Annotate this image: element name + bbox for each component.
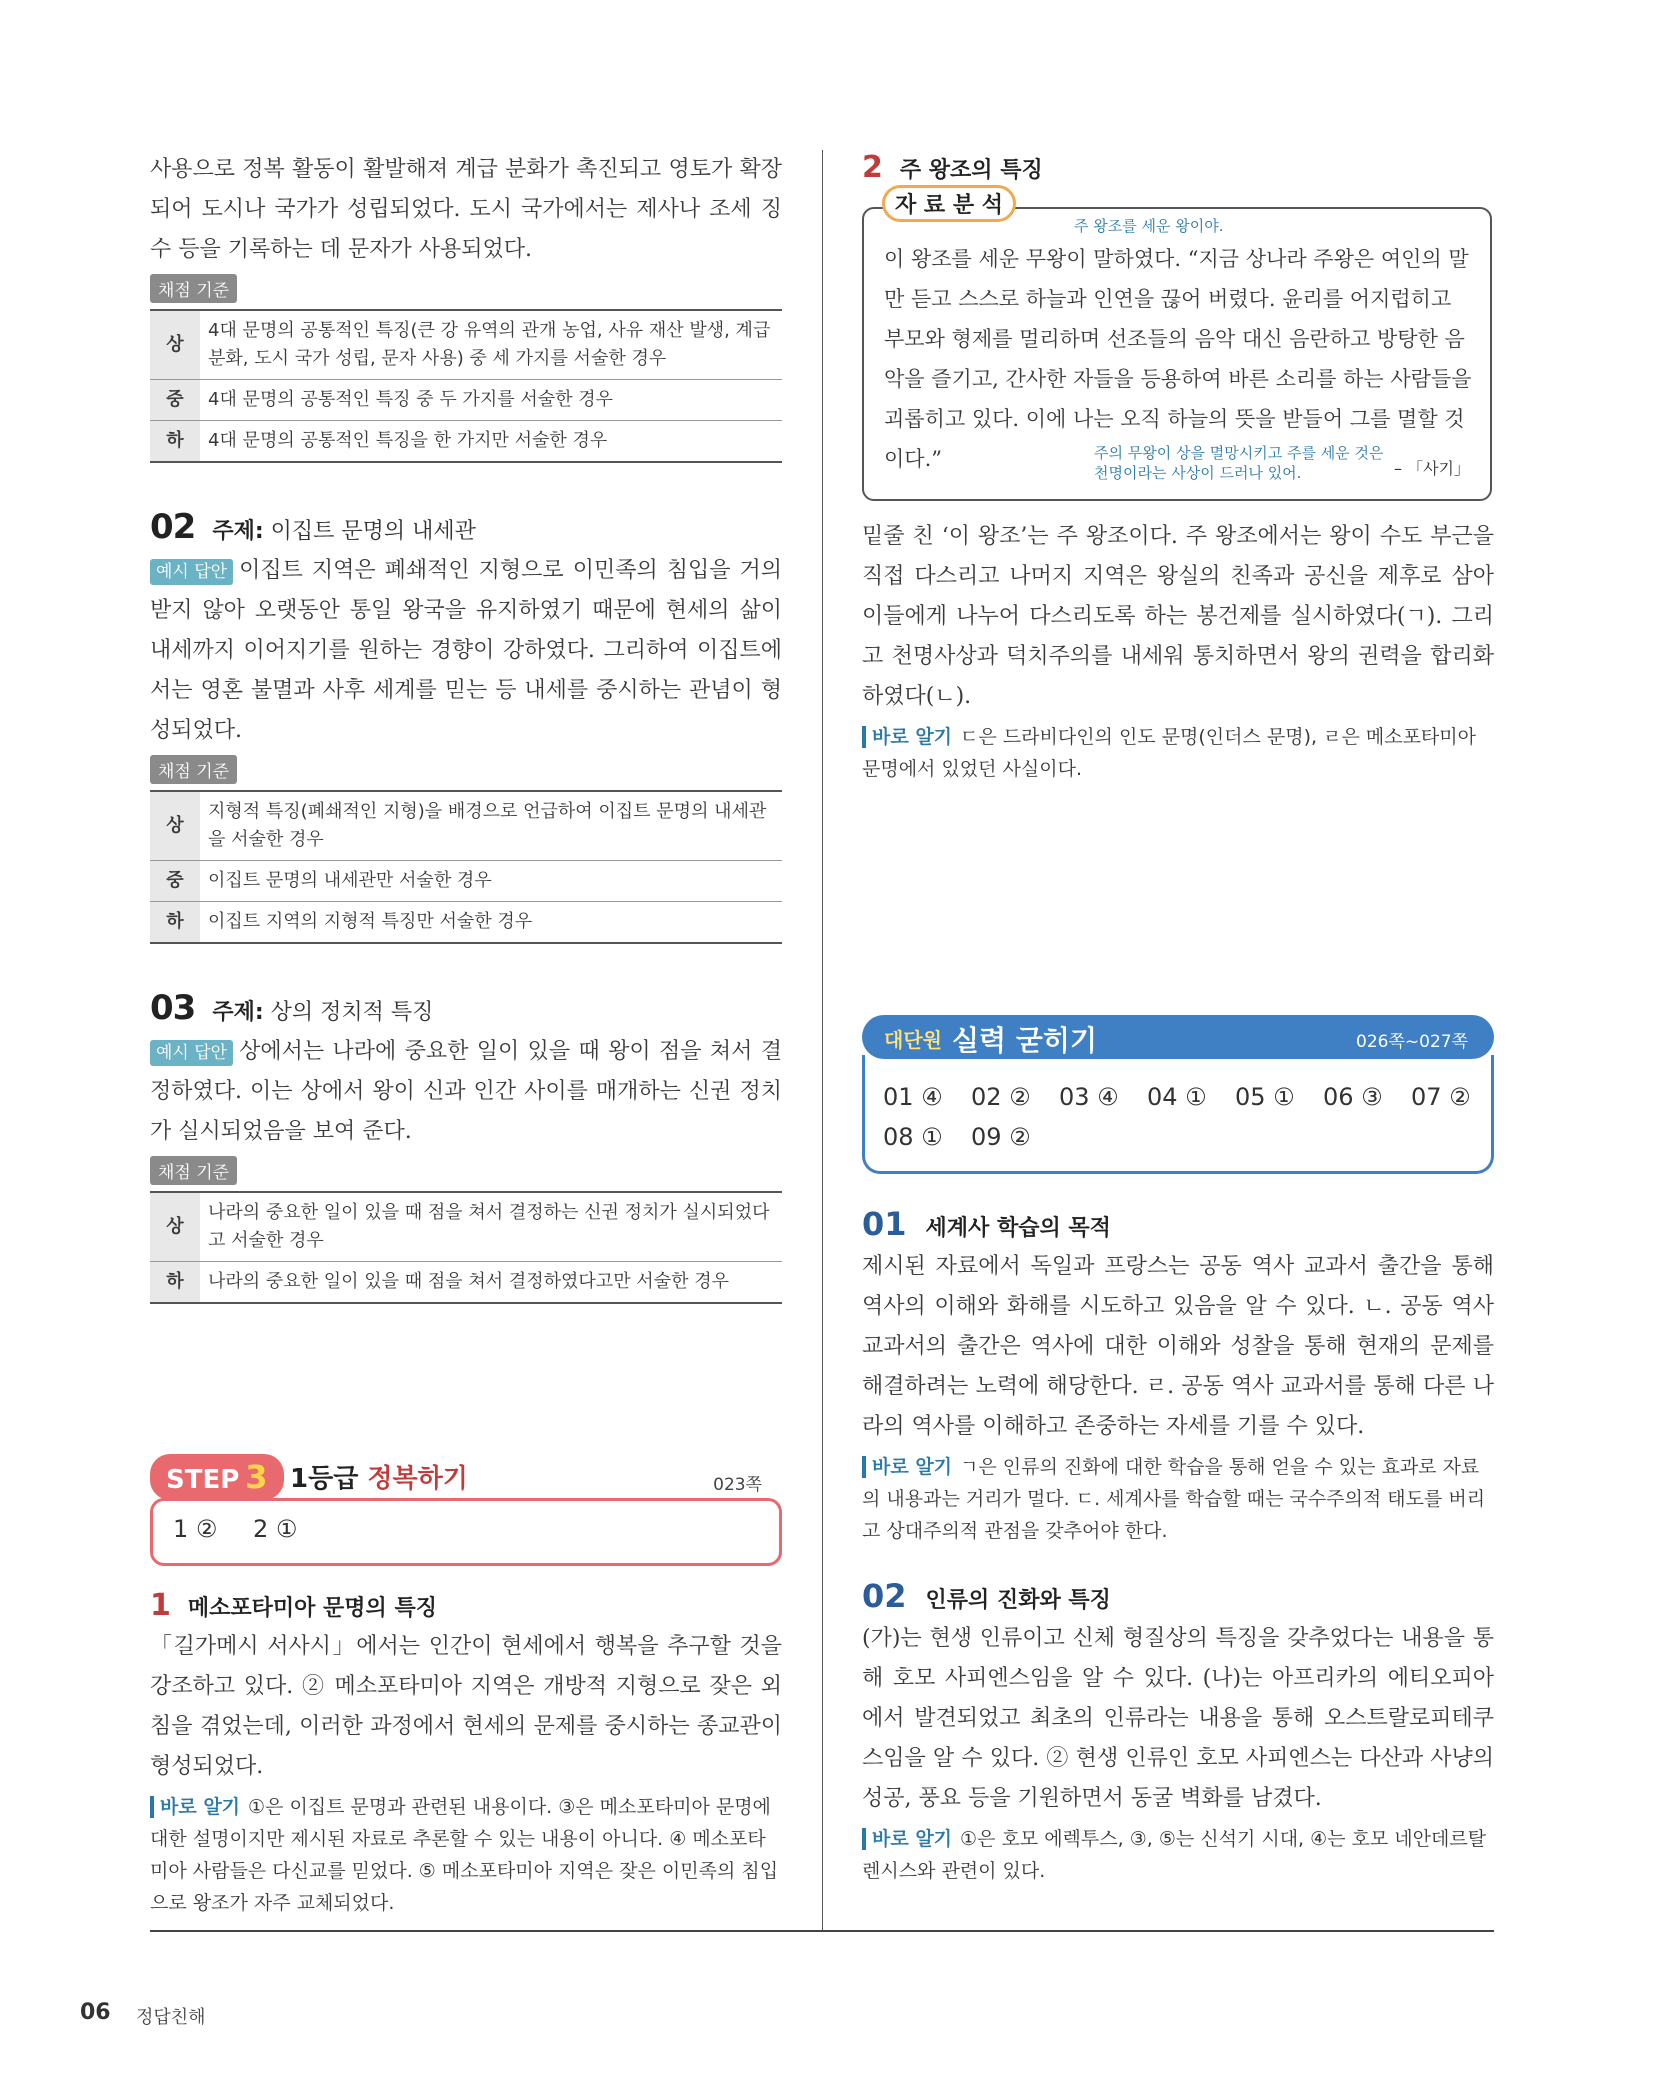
question-number: 02 — [150, 507, 196, 547]
step-number: 3 — [245, 1458, 268, 1496]
book-section-title: 정답친해 — [136, 2007, 206, 2028]
question-number: 2 — [862, 150, 883, 185]
criteria-level: 중 — [150, 861, 200, 902]
step-page-ref: 023쪽 — [713, 1475, 762, 1495]
criteria-table-1 — [150, 309, 782, 463]
correct-text: ①은 이집트 문명과 관련된 내용이다. ③은 메소포타미아 문명에 대한 설명이지만 제시된 자료로 추론할 수 있는 내용이 아니다. ④ 메소포타미아 사람들은 다신교를 믿었다. ⑤ 메소포타미아 지역은 잦은 이민족의 침입으로 왕조가 자주 교체되었다. — [150, 1796, 779, 1914]
criteria-text: 나라의 중요한 일이 있을 때 점을 쳐서 결정하는 신권 정치가 실시되었다고 서술한 경우 — [200, 1192, 782, 1262]
unit-answer: 04 ① — [1147, 1083, 1207, 1111]
unit-answers — [862, 1055, 1494, 1174]
question-topic: 이집트 문명의 내세관 — [270, 519, 476, 544]
criteria-text: 이집트 문명의 내세관만 서술한 경우 — [200, 861, 782, 902]
unit-answer: 09 ② — [971, 1123, 1031, 1151]
criteria-table-2 — [150, 790, 782, 944]
criteria-level: 하 — [150, 421, 200, 463]
question-title: 세계사 학습의 목적 — [925, 1216, 1111, 1241]
question-title: 메소포타미아 문명의 특징 — [187, 1596, 437, 1621]
source-analysis-box — [862, 193, 1492, 501]
correct-tag: 바로 알기 — [862, 1828, 952, 1850]
unit-tag: 대단원 — [884, 1028, 942, 1052]
unit-answer: 01 ④ — [883, 1083, 943, 1111]
correct-text: ①은 호모 에렉투스, ③, ⑤는 신석기 시대, ④는 호모 네안데르탈렌시스와 관련이 있다. — [862, 1828, 1487, 1882]
criteria-row — [150, 791, 782, 861]
question-topic: 상의 정치적 특징 — [270, 1000, 434, 1025]
question-number: 1 — [150, 1588, 171, 1623]
source-text: 이 왕조를 세운 무왕이 말하였다. “지금 상나라 주왕은 여인의 말만 듣고 스스로 하늘과 인연을 끊어 버렸다. 윤리를 어지럽히고 부모와 형제를 멀리하며 선조들의 음악 대신 음란하고 방탕한 음악을 즐기고, 간사한 자들을 등용하여 바른 소리를 하는 사람들을 괴롭히고 있다. 이에 나는 오직 하늘의 뜻을 받들어 그를 멸할 것이다.” — [884, 247, 1472, 471]
correct-tag: 바로 알기 — [862, 726, 952, 748]
question-number: 01 — [862, 1205, 907, 1243]
step3-answer-box — [150, 1454, 782, 1564]
correct-tag: 바로 알기 — [150, 1796, 240, 1818]
topic-label: 주제: — [212, 1000, 264, 1025]
left-column — [150, 150, 782, 1919]
topic-label: 주제: — [212, 519, 264, 544]
correct-note — [150, 1791, 782, 1919]
question-03-header — [150, 988, 782, 1028]
criteria-tag: 채점 기준 — [150, 274, 237, 303]
criteria-text: 4대 문명의 공통적인 특징을 한 가지만 서술한 경우 — [200, 421, 782, 463]
correct-tag: 바로 알기 — [862, 1456, 952, 1478]
correct-note — [862, 1823, 1494, 1887]
criteria-row — [150, 310, 782, 380]
answer-text: 상에서는 나라에 중요한 일이 있을 때 왕이 점을 쳐서 결정하였다. 이는 상에서 왕이 신과 인간 사이를 매개하는 신권 정치가 실시되었음을 보여 준다. — [150, 1039, 782, 1144]
answer-text: 이집트 지역은 폐쇄적인 지형으로 이민족의 침입을 거의 받지 않아 오랫동안 통일 왕국을 유지하였기 때문에 현세의 삶이 내세까지 이어지기를 원하는 경향이 강하였다. 그리하여 이집트에서는 영혼 불멸과 사후 세계를 믿는 등 내세를 중시하는 관념이 형성되었다. — [150, 558, 782, 743]
answer-tag: 예시 답안 — [150, 1040, 233, 1066]
question-number: 03 — [150, 988, 196, 1028]
unit-answer: 06 ③ — [1323, 1083, 1383, 1111]
step-q2-explanation: 밑줄 친 ‘이 왕조’는 주 왕조이다. 주 왕조에서는 왕이 수도 부근을 직접 다스리고 나머지 지역은 왕실의 친족과 공신을 제후로 삼아 이들에게 나누어 다스리도록 하는 봉건제를 실시하였다(ㄱ). 그리고 천명사상과 덕치주의를 내세워 통치하면서 왕의 권력을 합리화하였다(ㄴ). — [862, 524, 1494, 709]
question-02-header — [150, 507, 782, 547]
step-answers — [150, 1498, 782, 1566]
criteria-text: 4대 문명의 공통적인 특징 중 두 가지를 서술한 경우 — [200, 380, 782, 421]
question-title: 인류의 진화와 특징 — [925, 1588, 1111, 1613]
criteria-row — [150, 1192, 782, 1262]
column-divider — [822, 150, 823, 1930]
step-title-a: 1등급 — [290, 1464, 359, 1494]
criteria-text: 나라의 중요한 일이 있을 때 점을 쳐서 결정하였다고만 서술한 경우 — [200, 1262, 782, 1304]
unit-review-answer-box — [862, 1015, 1494, 1175]
criteria-text: 지형적 특징(폐쇄적인 지형)을 배경으로 언급하여 이집트 문명의 내세관을 서술한 경우 — [200, 791, 782, 861]
criteria-level: 상 — [150, 310, 200, 380]
unit-answer: 03 ④ — [1059, 1083, 1119, 1111]
criteria-level: 중 — [150, 380, 200, 421]
unit-q02-explanation: (가)는 현생 인류이고 신체 형질상의 특징을 갖추었다는 내용을 통해 호모 사피엔스임을 알 수 있다. (나)는 아프리카의 에티오피아에서 발견되었고 최초의 인류라는 내용을 통해 오스트랄로피테쿠스임을 알 수 있다. ② 현생 인류인 호모 사피엔스는 다산과 사냥의 성공, 풍요 등을 기원하면서 동굴 벽화를 남겼다. — [862, 1626, 1494, 1811]
example-answer — [150, 551, 782, 751]
criteria-row — [150, 1262, 782, 1304]
question-number: 02 — [862, 1577, 907, 1615]
criteria-row — [150, 421, 782, 463]
correct-note — [862, 721, 1494, 785]
criteria-row — [150, 380, 782, 421]
footer-rule — [150, 1930, 1494, 1932]
unit-title: 실력 굳히기 — [952, 1024, 1097, 1057]
annotation-top: 주 왕조를 세운 왕이야. — [1074, 217, 1224, 235]
source-analysis-label: 자 료 분 석 — [882, 185, 1016, 222]
example-answer — [150, 1032, 782, 1152]
step-answer: 2 ① — [253, 1515, 298, 1543]
annotation-bottom: 주의 무왕이 상을 멸망시키고 주를 세운 것은 천명이라는 사상이 드러나 있어. — [1094, 444, 1384, 482]
step-q1-header — [150, 1588, 782, 1623]
step-answer: 1 ② — [173, 1515, 218, 1543]
criteria-level: 하 — [150, 1262, 200, 1304]
unit-answer: 02 ② — [971, 1083, 1031, 1111]
unit-q01-explanation: 제시된 자료에서 독일과 프랑스는 공동 역사 교과서 출간을 통해 역사의 이해와 화해를 시도하고 있음을 알 수 있다. ㄴ. 공동 역사 교과서의 출간은 역사에 대한 이해와 성찰을 통해 현재의 문제를 해결하려는 노력에 해당한다. ㄹ. 공동 역사 교과서를 통해 다른 나라의 역사를 이해하고 존중하는 자세를 기를 수 있다. — [862, 1254, 1494, 1439]
unit-q01-header — [862, 1205, 1494, 1243]
step-label: STEP — [166, 1465, 240, 1495]
intro-text: 사용으로 정복 활동이 활발해져 계급 분화가 촉진되고 영토가 확장되어 도시나 국가가 성립되었다. 도시 국가에서는 제사나 조세 징수 등을 기록하는 데 문자가 사용되었다. — [150, 157, 782, 262]
criteria-tag: 채점 기준 — [150, 755, 237, 784]
correct-note — [862, 1451, 1494, 1547]
source-citation: – 「사기」 — [1394, 459, 1470, 478]
correct-text: ㄷ은 드라비다인의 인도 문명(인더스 문명), ㄹ은 메소포타미아 문명에서 있었던 사실이다. — [862, 726, 1476, 780]
unit-review-header — [862, 1015, 1494, 1059]
unit-page-ref: 026쪽~027쪽 — [1356, 1032, 1468, 1052]
criteria-level: 상 — [150, 1192, 200, 1262]
question-title: 주 왕조의 특징 — [899, 158, 1043, 183]
right-column — [862, 150, 1494, 1887]
criteria-row — [150, 902, 782, 944]
criteria-table-3 — [150, 1191, 782, 1304]
criteria-tag: 채점 기준 — [150, 1156, 237, 1185]
criteria-level: 상 — [150, 791, 200, 861]
step-q2-header — [862, 150, 1494, 185]
criteria-level: 하 — [150, 902, 200, 944]
correct-text: ㄱ은 인류의 진화에 대한 학습을 통해 얻을 수 있는 효과로 자료의 내용과는 거리가 멀다. ㄷ. 세계사를 학습할 때는 국수주의적 태도를 버리고 상대주의적 관점을 갖추어야 한다. — [862, 1456, 1486, 1542]
unit-answer: 07 ② — [1411, 1083, 1471, 1111]
criteria-text: 4대 문명의 공통적인 특징(큰 강 유역의 관개 농업, 사유 재산 발생, 계급 분화, 도시 국가 성립, 문자 사용) 중 세 가지를 서술한 경우 — [200, 310, 782, 380]
page-number: 06 — [80, 2000, 111, 2025]
step-badge — [150, 1454, 284, 1500]
step-q1-explanation: 「길가메시 서사시」에서는 인간이 현세에서 행복을 추구할 것을 강조하고 있다. ② 메소포타미아 지역은 개방적 지형으로 잦은 외침을 겪었는데, 이러한 과정에서 현세의 문제를 중시하는 종교관이 형성되었다. — [150, 1634, 782, 1779]
unit-answer: 05 ① — [1235, 1083, 1295, 1111]
unit-q02-header — [862, 1577, 1494, 1615]
criteria-text: 이집트 지역의 지형적 특징만 서술한 경우 — [200, 902, 782, 944]
unit-answer: 08 ① — [883, 1123, 943, 1151]
step-title-b: 정복하기 — [367, 1464, 468, 1494]
criteria-row — [150, 861, 782, 902]
answer-tag: 예시 답안 — [150, 559, 233, 585]
step-title — [290, 1458, 468, 1495]
